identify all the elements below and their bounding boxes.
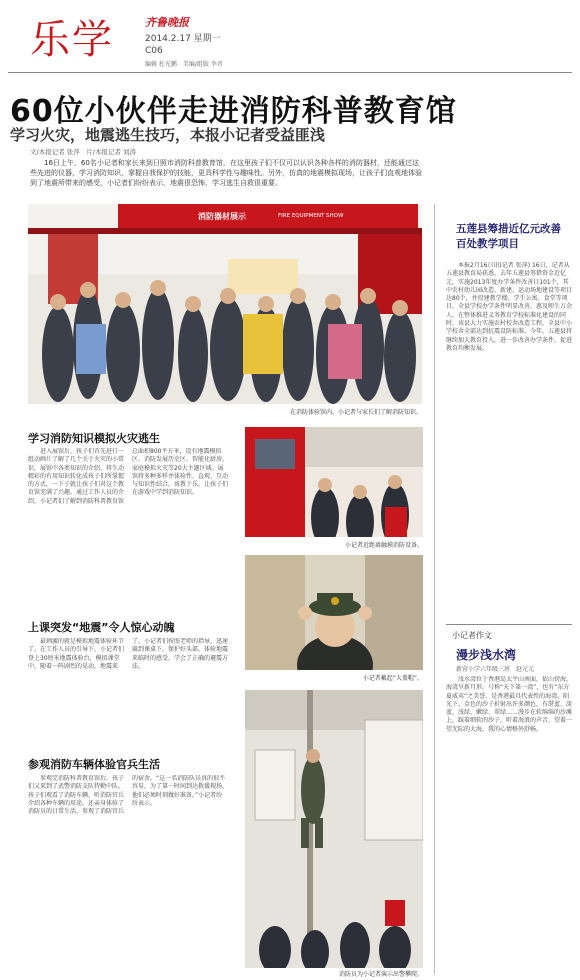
sidebar-rule (446, 624, 572, 625)
article-lead: 16日上午，60名小记者和家长来到日照市消防科普教育馆，在这里孩子们不仅可以认识各种各样的消防器材，还能通过这些先进的仪器，学习消防知识，掌握自我保护的技能，更具科学性与趣味性。另外，仿真的地震模拟现场，让孩子们直观地体验到了地震所带来的感受，小记者们纷纷表示，地震很恐怖，学习逃生自救很重要。 (30, 159, 422, 187)
photo-child-hat (245, 555, 423, 670)
section-heading: 学习消防知识模拟火灾逃生 (28, 432, 160, 445)
section-heading: 参观消防车辆体验官兵生活 (28, 758, 160, 771)
masthead-rule (8, 72, 572, 73)
exhibit-sign-english: FIRE EQUIPMENT SHOW (278, 213, 344, 219)
page-number: C06 (145, 46, 163, 56)
newspaper-name: 齐鲁晚报 (145, 16, 189, 29)
firefighter-climbing-illustration (245, 690, 423, 968)
section-body: 进入展馆后，孩子们首先进行一组动画片了解了几个关于火灾的小常识。展馆中各类知识的介绍，将生动精彩的有用知识转化成孩子们所掌握的方式，一下子就让孩子们对这个教育馆充满了兴趣。通过工作人员的介绍，小记者们了解到消防科普教育馆总面积800平方米，设有地震模拟区、消防发展历史区、智能化厨房、家庭模拟火灾等20大主题区域。展馆将多种多样并体验性、直观、互动与知识性结合，寓教于乐，让孩子们在游戏中学到消防知识。 (28, 448, 228, 505)
essay-title: 漫步浅水湾 (456, 648, 517, 662)
article-byline: 文/本报记者 张萍 片/本报记者 刘涛 (30, 148, 137, 156)
photo-caption: 消防员为小记者演示出警攀爬。 (338, 971, 423, 978)
child-with-cap-illustration (245, 555, 423, 670)
sidebar-body: 本报2月16日讯(记者 张萍) 16日，记者从五莲县教育局获悉，去年五莲县筹措资金近亿元，实施2013年度办学条件改善目101个，其中农村幼儿园改造、新建、运动场地建设等项目达80个，并投建教学楼、学生公寓、食堂等项目，全县学校办学条件明显改善，惠及师生万余人。在整体推进义务教育学校标准化建设的同时，该县大力实施农村校舍改造工程，全县中小学校舍全部达到抗震设防标准。今年，五莲县将继续加大教育投入，进一步改善办学条件，促进教育均衡发展。 (446, 262, 572, 352)
sidebar-section-label: 小记者作文 (452, 631, 492, 640)
photo-caption: 在消防体验馆内，小记者与家长们了解消防知识。 (289, 409, 422, 416)
exhibit-sign: 消防器材展示 (198, 212, 246, 221)
essay-author: 新营小学六年级三班 赵元元 (456, 666, 535, 673)
photo-caption: 小记者戴起“大盖帽”。 (362, 675, 423, 682)
main-photo (28, 204, 422, 404)
section-body: 参观完消防科普教育馆后，孩子们又来到了武警消防支队特勤中队。孩子们观看了消防车辆，听消防官兵介绍各种车辆的用途，还亲身体验了消防员的日常生活，参观了消防官兵的宿舍。“这一名消防队员真的很不容易，为了第一时间到达救援现场，他们必须时刻做好准备。”小记者纷纷表示。 (28, 775, 228, 816)
section-title: 乐学 (30, 17, 114, 63)
fire-equipment-illustration (245, 427, 423, 537)
photo-fire-equipment (245, 427, 423, 537)
photo-caption: 小记者近距离触摸消防设备。 (344, 542, 423, 549)
photo-firefighter-climb (245, 690, 423, 968)
section-body: 最刺激的就是模拟地震体验环节了。在工作人员的引导下，小记者们登上30厘米地震体验台，模拟课堂中，随着一阵剧烈的晃动，地震来了，小记者们按照老师的指导，迅速躲到课桌下，保护好头部，体验地震来临时的感受，学会了正确的避震方法。 (28, 638, 228, 670)
article-headline: 60位小伙伴走进消防科普教育馆 (10, 94, 457, 129)
article-subhead: 学习火灾，地震逃生技巧，本报小记者受益匪浅 (10, 126, 326, 144)
exhibition-hall-illustration (28, 204, 422, 404)
editor-credits: 编辑 杜光鹏 美编/组版 李晋 (145, 61, 223, 68)
section-heading: 上课突发“地震”令人惊心动魄 (28, 621, 175, 634)
issue-date: 2014.2.17 星期一 (145, 34, 221, 44)
sidebar-headline: 五莲县筹措近亿元改善百处教学项目 (456, 223, 561, 250)
essay-body: 浅水湾位于香港岛太平山南面，依山傍海，海湾呈新月形，号称“天下第一湾”，也有“东方夏威夷”之美誉，是香港最具代表性的海湾。阳光下，金色的沙子折射出许多颜色，有湛蓝、淡蓝、浅绿、嫩绿、翠绿……漫步在软绵绵的沙滩上，踩着细软的沙子，听着海浪的声音，望着一望无际的大海，我的心情格外舒畅。 (446, 676, 572, 733)
column-divider (434, 204, 435, 974)
